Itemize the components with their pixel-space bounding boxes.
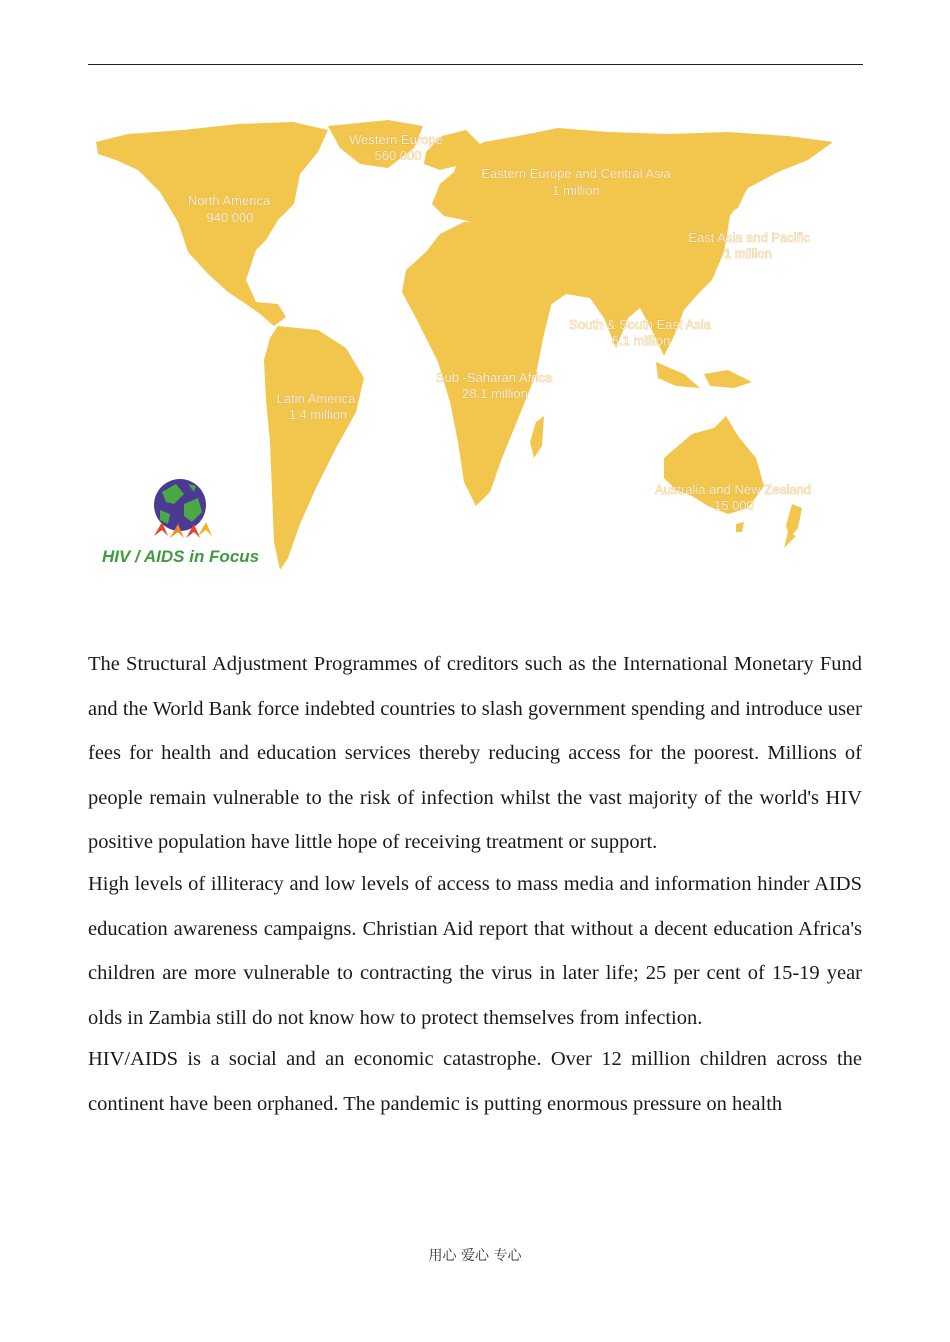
label-western-europe-value: 560 000 <box>374 148 422 163</box>
label-south-asia-value: 6.1 million <box>611 333 671 348</box>
latin-america-shape <box>264 326 364 570</box>
label-north-america-name: North America <box>187 193 271 208</box>
tasmania-shape <box>736 522 744 532</box>
label-latin-america-name: Latin America <box>276 391 356 406</box>
body-text <box>88 642 862 1222</box>
indonesia-shape <box>656 362 752 388</box>
label-south-asia-name: South & South East Asia <box>569 317 711 332</box>
label-eastern-europe-value: 1 million <box>552 183 600 198</box>
label-eastern-europe-name: Eastern Europe and Central Asia <box>481 166 671 181</box>
label-north-america-value: 940 000 <box>206 210 254 225</box>
hiv-aids-logo <box>102 479 259 566</box>
label-east-asia-value: 1 million <box>724 246 772 261</box>
paragraph-illiteracy: High levels of illiteracy and low levels of access to mass media and information hinder AIDS education awareness campaigns. Christian Aid report that without a decent education Africa's children are more vulnerable to contracting the virus in later life; 25 per cent of 15-19 year olds in Zambia still do not know how to protect themselves from infection. <box>88 872 862 1029</box>
label-australia-value: 15 000 <box>714 498 754 513</box>
label-sub-saharan-africa-name: Sub -Saharan Africa <box>435 370 553 385</box>
label-east-asia-name: East Asia and Pacific <box>688 230 810 245</box>
label-latin-america-value: 1.4 million <box>288 407 348 422</box>
label-australia-name: Australia and New Zealand <box>654 482 812 497</box>
paragraph-catastrophe: HIV/AIDS is a social and an economic catastrophe. Over 12 million children across the continent have been orphaned. The pandemic is putting enormous pressure on health <box>88 1048 862 1115</box>
logo-text: HIV / AIDS in Focus <box>102 547 260 566</box>
paragraph-structural-adjustment: The Structural Adjustment Programmes of creditors such as the International Monetary Fund and the World Bank force indebted countries to slash government spending and introduce user fees for health and education services thereby reducing access for the poorest. Millions of people remain vulnerable to the risk of infection whilst the vast majority of the world's HIV positive population have little hope of receiving treatment or support. <box>88 653 862 854</box>
page-footer: 用心 爱心 专心 <box>428 1248 522 1264</box>
label-western-europe-name: Western Europe <box>349 132 443 147</box>
header-rule <box>88 64 863 65</box>
world-map <box>88 112 848 582</box>
new-zealand-shape <box>784 504 802 548</box>
label-sub-saharan-africa-value: 28.1 million <box>462 386 528 401</box>
madagascar-shape <box>530 416 544 458</box>
